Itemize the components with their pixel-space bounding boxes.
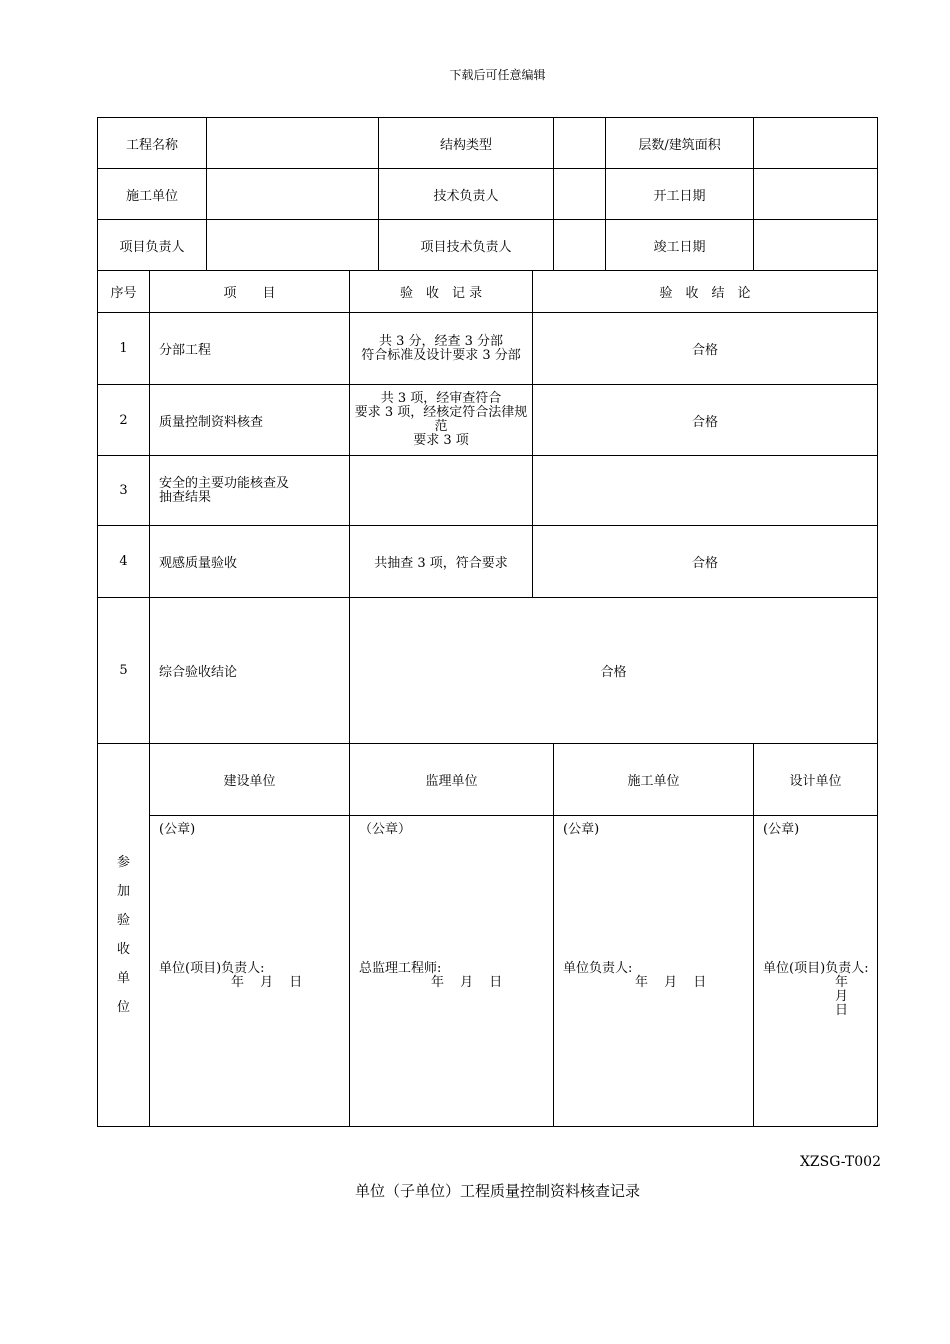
row-item: 分部工程 [150,313,350,385]
completion-date-value[interactable] [754,220,878,271]
floors-area-label: 层数/建筑面积 [606,118,754,169]
date-label: 年 月 日 [635,975,707,990]
column-header-row [98,271,878,313]
row-conclusion[interactable] [533,456,878,526]
signer-label: 总监理工程师: [359,961,442,976]
row-conclusion: 合格 [533,385,878,456]
unit-name-supervisor: 监理单位 [350,744,554,816]
stamp-label: (公章) [563,822,600,837]
unit-name-contractor: 施工单位 [554,744,754,816]
completion-date-label: 竣工日期 [606,220,754,271]
info-row-project [98,118,878,169]
participants-header-row [98,744,878,816]
table-row [98,313,878,385]
contractor-label: 施工单位 [98,169,207,220]
signer-label: 单位负责人: [563,961,633,976]
start-date-label: 开工日期 [606,169,754,220]
table-row [98,526,878,598]
seq-header: 序号 [98,271,150,313]
project-tech-lead-label: 项目技术负责人 [379,220,554,271]
signature-cell-designer[interactable] [754,816,878,1127]
info-row-contractor [98,169,878,220]
record-header: 验 收 记 录 [350,271,533,313]
summary-value: 合格 [350,598,878,744]
table-row [98,456,878,526]
row-seq: 3 [98,456,150,526]
signature-cell-contractor[interactable] [554,816,754,1127]
row-record: 共 3 项，经审查符合 要求 3 项，经核定符合法律规范 要求 3 项 [350,385,533,456]
acceptance-form-table [97,117,878,1127]
date-label: 年 月 日 [835,975,849,1018]
tech-lead-value[interactable] [554,169,606,220]
project-manager-value[interactable] [207,220,379,271]
unit-name-owner: 建设单位 [150,744,350,816]
row-record: 共抽查 3 项，符合要求 [350,526,533,598]
stamp-label: (公章) [763,822,800,837]
conclusion-header: 验 收 结 论 [533,271,878,313]
row-item: 观感质量验收 [150,526,350,598]
start-date-value[interactable] [754,169,878,220]
signature-cell-owner[interactable] [150,816,350,1127]
participants-side-label: 参 加 验 收 单 位 [98,744,150,1127]
project-manager-label: 项目负责人 [98,220,207,271]
row-conclusion: 合格 [533,313,878,385]
structure-type-value[interactable] [554,118,606,169]
signature-cell-supervisor[interactable] [350,816,554,1127]
info-row-manager [98,220,878,271]
project-name-label: 工程名称 [98,118,207,169]
item-header: 项 目 [150,271,350,313]
floors-area-value[interactable] [754,118,878,169]
tech-lead-label: 技术负责人 [379,169,554,220]
contractor-value[interactable] [207,169,379,220]
signer-label: 单位(项目)负责人: [763,961,869,976]
date-label: 年 月 日 [431,975,503,990]
row-record: 共 3 分，经查 3 分部 符合标准及设计要求 3 分部 [350,313,533,385]
header-note: 下载后可任意编辑 [449,68,546,82]
unit-name-designer: 设计单位 [754,744,878,816]
project-tech-lead-value[interactable] [554,220,606,271]
row-conclusion: 合格 [533,526,878,598]
stamp-label: (公章) [159,822,196,837]
project-name-value[interactable] [207,118,379,169]
row-item: 质量控制资料核查 [150,385,350,456]
form-code: XZSG-T002 [799,1154,881,1170]
row-item: 安全的主要功能核查及 抽查结果 [150,456,350,526]
document-title: 单位（子单位）工程质量控制资料核查记录 [354,1182,640,1200]
participants-signature-row [98,816,878,1127]
structure-type-label: 结构类型 [379,118,554,169]
summary-row [98,598,878,744]
row-seq: 1 [98,313,150,385]
date-label: 年 月 日 [231,975,303,990]
row-seq: 4 [98,526,150,598]
row-seq: 2 [98,385,150,456]
signer-label: 单位(项目)负责人: [159,961,265,976]
stamp-label: （公章） [359,822,412,837]
summary-seq: 5 [98,598,150,744]
row-record[interactable] [350,456,533,526]
summary-item: 综合验收结论 [150,598,350,744]
table-row [98,385,878,456]
